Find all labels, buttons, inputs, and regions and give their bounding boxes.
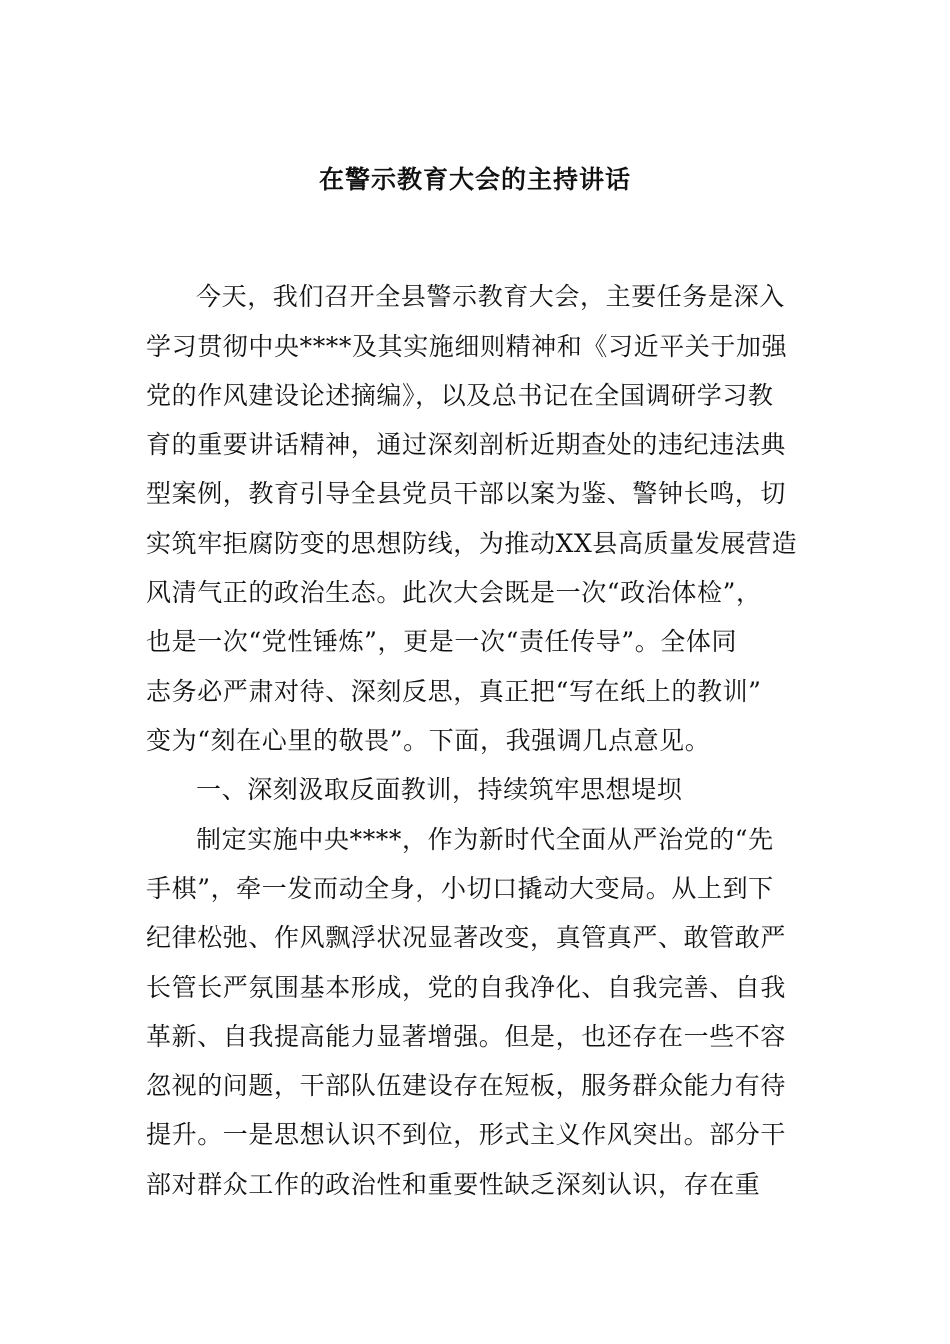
paragraph-1-line-9: 志务必严肃对待、深刻反思，真正把“写在纸上的教训”	[146, 677, 762, 706]
paragraph-1-line-6: 实筑牢拒腐防变的思想防线，为推动XX县高质量发展营造	[146, 529, 798, 558]
paragraph-1-line-2: 学习贯彻中央****及其实施细则精神和《习近平关于加强	[146, 332, 788, 361]
paragraph-1-line-5: 型案例，教育引导全县党员干部以案为鉴、警钟长鸣，切	[146, 479, 787, 508]
paragraph-2-line-2: 手棋”，牵一发而动全身，小切口撬动大变局。从上到下	[146, 874, 774, 903]
paragraph-1-line-8: 也是一次“党性锤炼”，更是一次“责任传导”。全体同	[146, 627, 738, 656]
paragraph-2-line-7: 提升。一是思想认识不到位，形式主义作风突出。部分干	[146, 1120, 787, 1149]
paragraph-1-line-10: 变为“刻在心里的敬畏”。下面，我强调几点意见。	[146, 726, 711, 755]
section-heading-1: 一、深刻汲取反面教训，持续筑牢思想堤坝	[196, 775, 683, 804]
paragraph-1-line-4: 育的重要讲话精神，通过深刻剖析近期查处的违纪违法典	[146, 430, 787, 459]
paragraph-2-line-3: 纪律松弛、作风飘浮状况显著改变，真管真严、敢管敢严	[146, 923, 787, 952]
paragraph-2-line-8: 部对群众工作的政治性和重要性缺乏深刻认识，存在重	[146, 1170, 761, 1199]
paragraph-2-line-1: 制定实施中央****，作为新时代全面从严治党的“先	[196, 825, 774, 854]
paragraph-2-line-5: 革新、自我提高能力显著增强。但是，也还存在一些不容	[146, 1022, 787, 1051]
paragraph-2-line-4: 长管长严氛围基本形成，党的自我净化、自我完善、自我	[146, 973, 787, 1002]
paragraph-1-line-3: 党的作风建设论述摘编》，以及总书记在全国调研学习教	[146, 381, 774, 410]
paragraph-1-line-1: 今天，我们召开全县警示教育大会，主要任务是深入	[196, 282, 785, 311]
document-title: 在警示教育大会的主持讲话	[318, 165, 631, 194]
paragraph-1-line-7: 风清气正的政治生态。此次大会既是一次“政治体检”，	[146, 578, 762, 607]
paragraph-2-line-6: 忽视的问题，干部队伍建设存在短板，服务群众能力有待	[146, 1071, 787, 1100]
